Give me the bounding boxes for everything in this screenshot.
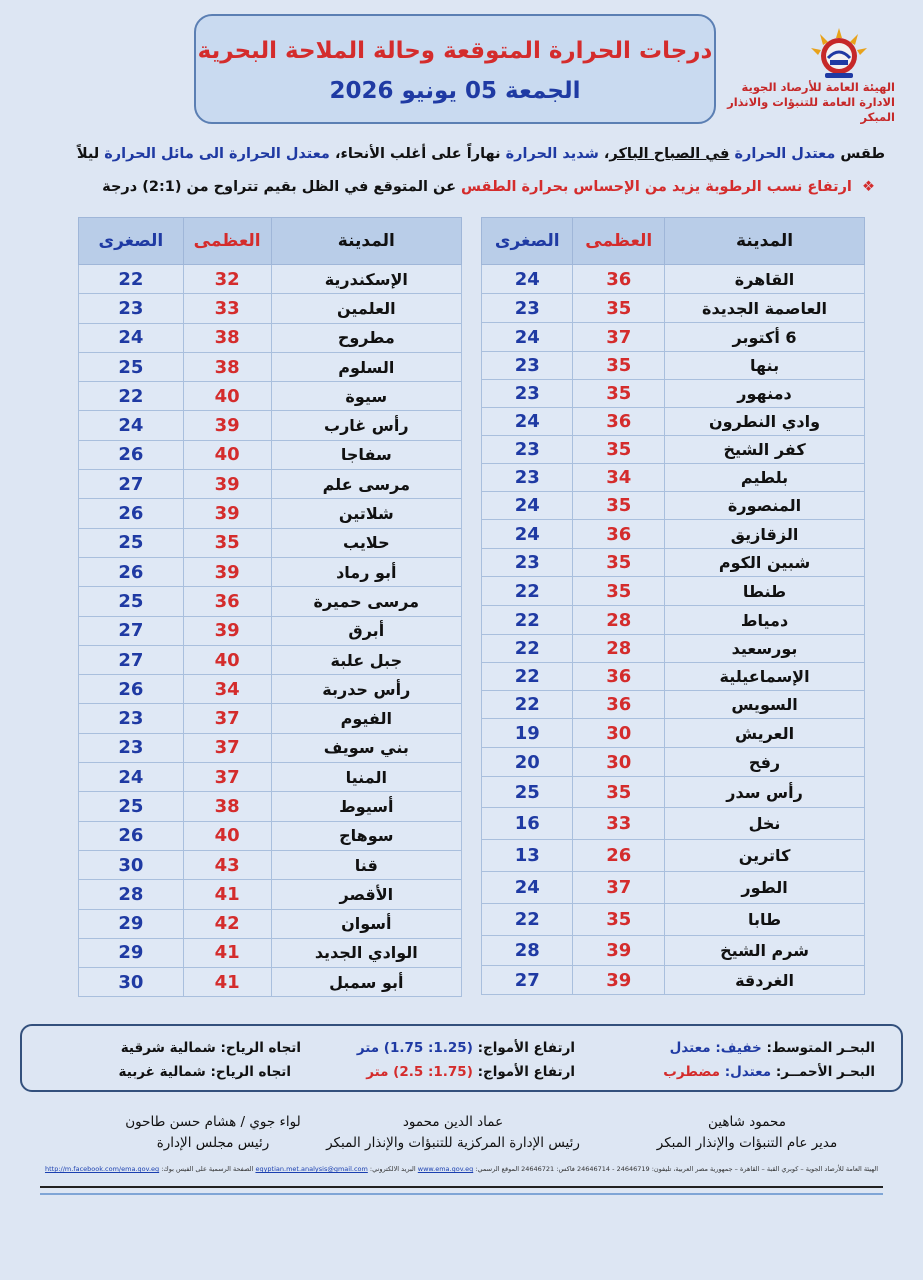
red-sea-value-alert: مضطرب — [663, 1064, 725, 1080]
max-temp-cell: 35 — [573, 294, 665, 323]
table-row — [482, 872, 865, 904]
min-temp-cell: 24 — [482, 323, 573, 352]
signature-name: عماد الدين محمود — [402, 1114, 504, 1130]
med-wind-value: شمالية شرقية — [120, 1040, 216, 1056]
min-temp-cell: 13 — [482, 840, 573, 872]
city-cell: الفيوم — [271, 704, 461, 733]
table-row — [79, 821, 462, 850]
max-temp-cell: 40 — [183, 382, 271, 411]
city-cell: العاصمة الجديدة — [665, 294, 865, 323]
min-temp-cell: 23 — [482, 549, 573, 577]
min-temp-cell: 26 — [79, 440, 184, 469]
table-row — [482, 464, 865, 492]
min-temp-cell: 22 — [482, 606, 573, 635]
table-row — [79, 645, 462, 674]
table-row — [79, 850, 462, 879]
temperature-table-right — [481, 217, 865, 995]
med-wind — [121, 1038, 301, 1058]
max-temp-cell: 41 — [183, 938, 271, 967]
min-temp-cell: 19 — [482, 719, 573, 748]
website-link[interactable]: www.ema.gov.eg — [417, 1165, 474, 1173]
min-temp-cell: 22 — [482, 635, 573, 663]
min-temp-cell: 23 — [79, 704, 184, 733]
city-cell: رأس غارب — [271, 411, 461, 440]
city-cell: نخل — [665, 808, 865, 840]
org-subline: الادارة العامة للتنبؤات والانذار المبكر — [727, 95, 895, 124]
max-temp-cell: 28 — [573, 635, 665, 663]
max-temp-cell: 42 — [183, 909, 271, 938]
max-temp-cell: 39 — [183, 499, 271, 528]
table-row — [482, 663, 865, 691]
facebook-link[interactable]: http://m.facebook.com/ema.gov.eg — [44, 1165, 160, 1173]
city-cell: وادي النطرون — [665, 408, 865, 436]
table-row — [482, 936, 865, 966]
footer-divider-accent — [40, 1193, 883, 1195]
city-cell: أبو سمبل — [271, 968, 461, 997]
min-temp-cell: 23 — [482, 380, 573, 408]
bullet-icon: ❖ — [862, 179, 875, 195]
max-temp-cell: 36 — [573, 520, 665, 549]
city-cell: أبو رماد — [271, 557, 461, 586]
city-cell: السلوم — [271, 352, 461, 381]
max-temp-cell: 41 — [183, 880, 271, 909]
city-cell: كاترين — [665, 840, 865, 872]
weather-description — [25, 144, 885, 164]
med-sea-value: خفيف: معتدل — [669, 1040, 762, 1056]
max-temp-cell: 36 — [573, 691, 665, 719]
table-row — [482, 808, 865, 840]
table-row — [482, 436, 865, 464]
max-temp-cell: 36 — [573, 408, 665, 436]
red-waves-value: (1.75: 2.5) متر — [366, 1064, 473, 1080]
table-row — [79, 909, 462, 938]
max-temp-cell: 38 — [183, 352, 271, 381]
table-row — [482, 777, 865, 808]
city-cell: سوهاج — [271, 821, 461, 850]
desc-highlight: معتدل الحرارة الى مائل الحرارة — [104, 146, 330, 162]
min-temp-cell: 27 — [482, 966, 573, 995]
contact-text: الهيئة العامة للأرصاد الجوية – كوبري القبة – القاهرة – جمهورية مصر العربية، تليفون: 24646719 - 24646714 فاكس: 24646721 الموقع الرسمي: — [473, 1165, 879, 1173]
red-waves — [366, 1062, 575, 1082]
min-temp-cell: 22 — [482, 904, 573, 936]
table-row — [79, 294, 462, 323]
table-row — [79, 265, 462, 294]
min-temp-cell: 26 — [79, 821, 184, 850]
city-cell: القاهرة — [665, 265, 865, 294]
city-cell: الغردقة — [665, 966, 865, 995]
table-row — [482, 635, 865, 663]
city-cell: جبل علبة — [271, 645, 461, 674]
city-cell: شبين الكوم — [665, 549, 865, 577]
max-temp-cell: 35 — [573, 549, 665, 577]
contact-footer — [40, 1165, 883, 1173]
min-temp-cell: 23 — [79, 733, 184, 762]
sea-state-box — [20, 1024, 903, 1092]
city-cell: أسوان — [271, 909, 461, 938]
med-sea-label: البحـر المتوسط: — [766, 1040, 875, 1056]
max-temp-cell: 38 — [183, 792, 271, 821]
column-header-max: العظمى — [183, 218, 271, 265]
city-cell: كفر الشيخ — [665, 436, 865, 464]
email-link[interactable]: egyptian.met.analysis@gmail.com — [255, 1165, 368, 1173]
min-temp-cell: 25 — [79, 587, 184, 616]
table-row — [79, 323, 462, 352]
table-row — [482, 840, 865, 872]
desc-text: ليلاً — [76, 146, 105, 162]
signature-name: لواء جوي / هشام حسن طاحون — [125, 1114, 301, 1130]
city-cell: شلاتين — [271, 499, 461, 528]
table-row — [79, 411, 462, 440]
footer-divider — [40, 1186, 883, 1188]
table-row — [482, 606, 865, 635]
table-row — [482, 577, 865, 606]
max-temp-cell: 37 — [183, 704, 271, 733]
max-temp-cell: 28 — [573, 606, 665, 635]
desc-underlined: في الصباح الباكر — [609, 146, 730, 162]
column-header-min: الصغرى — [482, 218, 573, 265]
city-cell: الطور — [665, 872, 865, 904]
max-temp-cell: 39 — [183, 616, 271, 645]
table-row — [482, 520, 865, 549]
max-temp-cell: 41 — [183, 968, 271, 997]
table-row — [482, 691, 865, 719]
signature-name: محمود شاهين — [708, 1114, 786, 1130]
city-cell: المنصورة — [665, 492, 865, 520]
min-temp-cell: 30 — [79, 968, 184, 997]
med-waves-label: ارتفاع الأمواج: — [477, 1040, 575, 1056]
city-cell: دمياط — [665, 606, 865, 635]
city-cell: مطروح — [271, 323, 461, 352]
max-temp-cell: 37 — [183, 763, 271, 792]
min-temp-cell: 25 — [79, 792, 184, 821]
max-temp-cell: 36 — [573, 265, 665, 294]
min-temp-cell: 23 — [482, 352, 573, 380]
max-temp-cell: 35 — [573, 352, 665, 380]
city-cell: رأس حدربة — [271, 675, 461, 704]
table-row — [79, 968, 462, 997]
table-row — [79, 499, 462, 528]
max-temp-cell: 33 — [573, 808, 665, 840]
signature-central-admin — [293, 1112, 613, 1154]
min-temp-cell: 25 — [482, 777, 573, 808]
max-temp-cell: 39 — [183, 557, 271, 586]
table-row — [79, 616, 462, 645]
min-temp-cell: 24 — [79, 763, 184, 792]
table-row — [482, 492, 865, 520]
min-temp-cell: 25 — [79, 352, 184, 381]
max-temp-cell: 35 — [573, 492, 665, 520]
min-temp-cell: 25 — [79, 528, 184, 557]
max-temp-cell: 32 — [183, 265, 271, 294]
column-header-min: الصغرى — [79, 218, 184, 265]
city-cell: الإسكندرية — [271, 265, 461, 294]
max-temp-cell: 26 — [573, 840, 665, 872]
min-temp-cell: 24 — [482, 408, 573, 436]
max-temp-cell: 43 — [183, 850, 271, 879]
min-temp-cell: 22 — [482, 691, 573, 719]
max-temp-cell: 39 — [183, 470, 271, 499]
table-row — [482, 719, 865, 748]
city-cell: الزقازيق — [665, 520, 865, 549]
table-row — [482, 904, 865, 936]
table-row — [79, 763, 462, 792]
min-temp-cell: 29 — [79, 938, 184, 967]
city-cell: بلطيم — [665, 464, 865, 492]
max-temp-cell: 40 — [183, 645, 271, 674]
signature-title: رئيس الإدارة المركزية للتنبؤات والإنذار المبكر — [326, 1135, 580, 1151]
table-row — [482, 380, 865, 408]
city-cell: أبرق — [271, 616, 461, 645]
signature-title: مدير عام التنبؤات والإنذار المبكر — [656, 1135, 838, 1151]
table-row — [79, 557, 462, 586]
min-temp-cell: 22 — [79, 382, 184, 411]
min-temp-cell: 27 — [79, 470, 184, 499]
med-waves — [357, 1038, 575, 1058]
city-cell: طابا — [665, 904, 865, 936]
max-temp-cell: 34 — [573, 464, 665, 492]
min-temp-cell: 26 — [79, 675, 184, 704]
table-header-row — [482, 218, 865, 265]
red-wind-value: شمالية غربية — [118, 1064, 206, 1080]
desc-highlight: شديد الحرارة — [505, 146, 599, 162]
table-row — [482, 294, 865, 323]
table-row — [79, 470, 462, 499]
med-waves-value: (1.25: 1.75) متر — [356, 1040, 473, 1056]
min-temp-cell: 24 — [482, 492, 573, 520]
city-cell: الإسماعيلية — [665, 663, 865, 691]
city-cell: بني سويف — [271, 733, 461, 762]
max-temp-cell: 35 — [573, 777, 665, 808]
signature-forecast-director — [627, 1112, 867, 1154]
table-row — [482, 748, 865, 777]
red-wind — [119, 1062, 291, 1082]
min-temp-cell: 28 — [482, 936, 573, 966]
red-waves-label: ارتفاع الأمواج: — [477, 1064, 575, 1080]
table-row — [79, 704, 462, 733]
city-cell: طنطا — [665, 577, 865, 606]
org-line: الهيئة العامة للأرصاد الجوية — [741, 80, 895, 94]
facebook-label: الصفحة الرسمية على الفيس بوك: — [159, 1165, 256, 1173]
min-temp-cell: 29 — [79, 909, 184, 938]
page-title: درجات الحرارة المتوقعة وحالة الملاحة البحرية — [197, 38, 713, 64]
min-temp-cell: 24 — [79, 323, 184, 352]
max-temp-cell: 35 — [573, 380, 665, 408]
city-cell: دمنهور — [665, 380, 865, 408]
desc-text: نهاراً على أغلب الأنحاء، — [329, 146, 506, 162]
city-cell: رأس سدر — [665, 777, 865, 808]
table-row — [482, 352, 865, 380]
temperature-table-left — [78, 217, 462, 997]
max-temp-cell: 40 — [183, 821, 271, 850]
max-temp-cell: 39 — [183, 411, 271, 440]
max-temp-cell: 36 — [573, 663, 665, 691]
city-cell: الأقصر — [271, 880, 461, 909]
min-temp-cell: 27 — [79, 616, 184, 645]
org-name — [695, 80, 895, 125]
table-row — [482, 323, 865, 352]
city-cell: 6 أكتوبر — [665, 323, 865, 352]
red-wind-label: اتجاه الرياح: — [210, 1064, 291, 1080]
max-temp-cell: 37 — [183, 733, 271, 762]
city-cell: مرسى حميرة — [271, 587, 461, 616]
min-temp-cell: 24 — [482, 265, 573, 294]
min-temp-cell: 26 — [79, 499, 184, 528]
min-temp-cell: 20 — [482, 748, 573, 777]
red-sea-value: معتدل: — [724, 1064, 772, 1080]
max-temp-cell: 33 — [183, 294, 271, 323]
city-cell: المنيا — [271, 763, 461, 792]
max-temp-cell: 34 — [183, 675, 271, 704]
signature-title: رئيس مجلس الإدارة — [156, 1135, 270, 1151]
max-temp-cell: 30 — [573, 719, 665, 748]
max-temp-cell: 35 — [573, 904, 665, 936]
max-temp-cell: 38 — [183, 323, 271, 352]
city-cell: حلايب — [271, 528, 461, 557]
min-temp-cell: 16 — [482, 808, 573, 840]
min-temp-cell: 30 — [79, 850, 184, 879]
max-temp-cell: 35 — [573, 577, 665, 606]
red-sea-label: البحـر الأحمــر: — [775, 1064, 875, 1080]
table-row — [79, 938, 462, 967]
max-temp-cell: 35 — [183, 528, 271, 557]
signature-chairman — [103, 1112, 323, 1154]
table-row — [79, 880, 462, 909]
max-temp-cell: 39 — [573, 936, 665, 966]
max-temp-cell: 36 — [183, 587, 271, 616]
city-cell: العريش — [665, 719, 865, 748]
email-label: البريد الالكتروني: — [367, 1165, 418, 1173]
table-row — [79, 440, 462, 469]
column-header-city: المدينة — [271, 218, 461, 265]
humidity-highlight: ارتفاع نسب الرطوبة يزيد من الإحساس بحرارة الطقس — [461, 179, 852, 195]
table-row — [482, 265, 865, 294]
city-cell: بورسعيد — [665, 635, 865, 663]
min-temp-cell: 23 — [482, 464, 573, 492]
ema-logo-icon — [806, 24, 872, 80]
min-temp-cell: 24 — [79, 411, 184, 440]
table-row — [482, 408, 865, 436]
city-cell: مرسى علم — [271, 470, 461, 499]
max-temp-cell: 30 — [573, 748, 665, 777]
min-temp-cell: 23 — [482, 436, 573, 464]
table-row — [482, 549, 865, 577]
min-temp-cell: 22 — [482, 577, 573, 606]
desc-highlight: معتدل الحرارة — [734, 146, 836, 162]
city-cell: رفح — [665, 748, 865, 777]
desc-text: طقس — [835, 146, 885, 162]
city-cell: قنا — [271, 850, 461, 879]
max-temp-cell: 37 — [573, 872, 665, 904]
table-row — [482, 966, 865, 995]
city-cell: السويس — [665, 691, 865, 719]
min-temp-cell: 24 — [482, 520, 573, 549]
city-cell: شرم الشيخ — [665, 936, 865, 966]
max-temp-cell: 39 — [573, 966, 665, 995]
table-row — [79, 528, 462, 557]
table-row — [79, 675, 462, 704]
city-cell: العلمين — [271, 294, 461, 323]
desc-text: ، — [598, 146, 610, 162]
table-row — [79, 352, 462, 381]
min-temp-cell: 22 — [79, 265, 184, 294]
forecast-date: الجمعة 05 يونيو 2026 — [329, 78, 581, 104]
column-header-city: المدينة — [665, 218, 865, 265]
humidity-note — [15, 177, 875, 197]
max-temp-cell: 37 — [573, 323, 665, 352]
city-cell: بنها — [665, 352, 865, 380]
min-temp-cell: 28 — [79, 880, 184, 909]
table-row — [79, 792, 462, 821]
max-temp-cell: 40 — [183, 440, 271, 469]
title-box — [194, 14, 716, 124]
red-sea-state — [663, 1062, 875, 1082]
min-temp-cell: 23 — [79, 294, 184, 323]
humidity-text: عن المتوقع في الظل بقيم تتراوح من (2:1) درجة — [102, 179, 462, 195]
med-sea-state — [670, 1038, 875, 1058]
column-header-max: العظمى — [573, 218, 665, 265]
table-row — [79, 733, 462, 762]
city-cell: الوادي الجديد — [271, 938, 461, 967]
min-temp-cell: 27 — [79, 645, 184, 674]
city-cell: سفاجا — [271, 440, 461, 469]
min-temp-cell: 22 — [482, 663, 573, 691]
min-temp-cell: 23 — [482, 294, 573, 323]
table-header-row — [79, 218, 462, 265]
med-wind-label: اتجاه الرياح: — [220, 1040, 301, 1056]
city-cell: سيوة — [271, 382, 461, 411]
table-row — [79, 382, 462, 411]
min-temp-cell: 26 — [79, 557, 184, 586]
min-temp-cell: 24 — [482, 872, 573, 904]
table-row — [79, 587, 462, 616]
max-temp-cell: 35 — [573, 436, 665, 464]
city-cell: أسيوط — [271, 792, 461, 821]
